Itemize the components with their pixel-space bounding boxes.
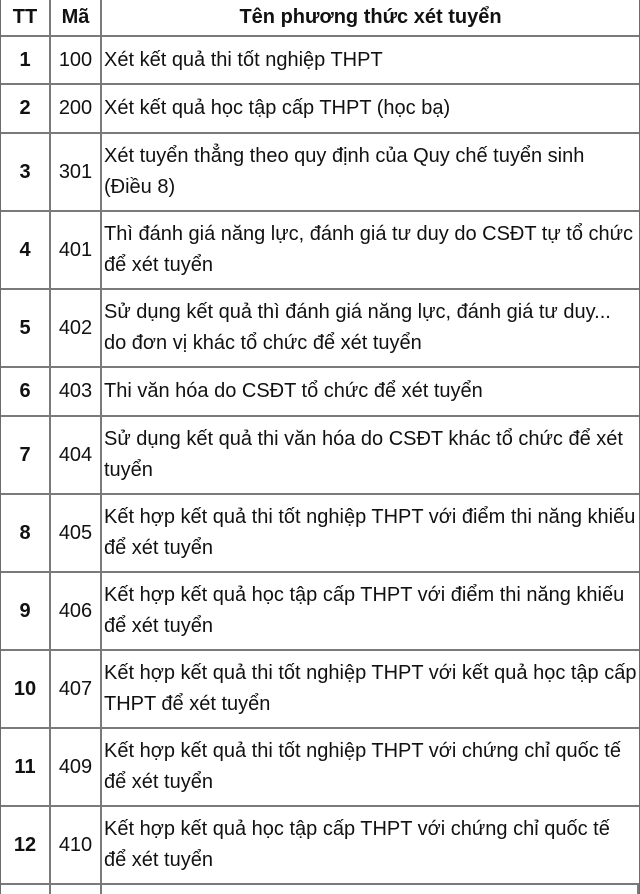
row-ma: 402 — [51, 290, 102, 366]
row-ma-empty — [51, 885, 102, 894]
row-tt-empty — [1, 885, 51, 894]
row-ma: 100 — [51, 37, 102, 83]
row-name: Kết hợp kết quả thi tốt nghiệp THPT với điểm thi năng khiếu để xét tuyển — [104, 506, 636, 559]
row-tt: 7 — [1, 417, 51, 493]
table-row — [1, 729, 639, 807]
row-ma: 404 — [51, 417, 102, 493]
row-ma: 406 — [51, 573, 102, 649]
row-ma: 301 — [51, 134, 102, 210]
row-tt: 6 — [1, 368, 51, 415]
row-tt: 3 — [1, 134, 51, 210]
row-ma: 405 — [51, 495, 102, 571]
row-name: Xét kết quả học tập cấp THPT (học bạ) — [104, 97, 451, 119]
row-ma: 407 — [51, 651, 102, 727]
row-ma: 409 — [51, 729, 102, 805]
row-tt: 12 — [1, 807, 51, 883]
table-row — [1, 651, 639, 729]
table-row — [1, 212, 639, 290]
row-name: Kết hợp kết quả thi tốt nghiệp THPT với chứng chỉ quốc tế để xét tuyển — [104, 740, 621, 793]
table-row — [1, 85, 639, 134]
row-tt: 5 — [1, 290, 51, 366]
row-ma: 200 — [51, 85, 102, 132]
table-row — [1, 368, 639, 417]
row-name-empty — [102, 885, 639, 894]
table-row — [1, 134, 639, 212]
row-name: Kết hợp kết quả học tập cấp THPT với chứng chỉ quốc tế để xét tuyển — [104, 818, 610, 871]
row-tt: 8 — [1, 495, 51, 571]
table-header-row — [1, 0, 639, 37]
header-name: Tên phương thức xét tuyển — [239, 6, 502, 28]
row-name: Kết hợp kết quả học tập cấp THPT với điểm thi năng khiếu để xét tuyển — [104, 584, 625, 637]
row-tt: 11 — [1, 729, 51, 805]
row-name: Xét kết quả thi tốt nghiệp THPT — [104, 48, 383, 71]
table-row — [1, 290, 639, 368]
row-name: Xét tuyển thẳng theo quy định của Quy chế tuyển sinh (Điều 8) — [104, 145, 585, 198]
row-name: Sử dụng kết quả thì đánh giá năng lực, đánh giá tư duy... do đơn vị khác tổ chức để xét tuyển — [104, 301, 611, 354]
header-ma: Mã — [51, 0, 102, 35]
row-tt: 4 — [1, 212, 51, 288]
header-tt: TT — [1, 0, 51, 35]
row-name: Sử dụng kết quả thi văn hóa do CSĐT khác tổ chức để xét tuyển — [104, 428, 623, 481]
row-name: Thì đánh giá năng lực, đánh giá tư duy do CSĐT tự tổ chức để xét tuyển — [104, 223, 634, 276]
row-name: Kết hợp kết quả thi tốt nghiệp THPT với kết quả học tập cấp THPT để xét tuyển — [104, 662, 637, 715]
table-row — [1, 807, 639, 885]
row-ma: 403 — [51, 368, 102, 415]
row-tt: 9 — [1, 573, 51, 649]
row-ma: 410 — [51, 807, 102, 883]
row-ma: 401 — [51, 212, 102, 288]
table-row — [1, 417, 639, 495]
table-row — [1, 495, 639, 573]
row-name: Thi văn hóa do CSĐT tổ chức để xét tuyển — [104, 380, 483, 402]
table-row-partial — [1, 885, 639, 894]
row-tt: 1 — [1, 37, 51, 83]
table-row — [1, 573, 639, 651]
row-tt: 2 — [1, 85, 51, 132]
row-tt: 10 — [1, 651, 51, 727]
table-row — [1, 37, 639, 85]
